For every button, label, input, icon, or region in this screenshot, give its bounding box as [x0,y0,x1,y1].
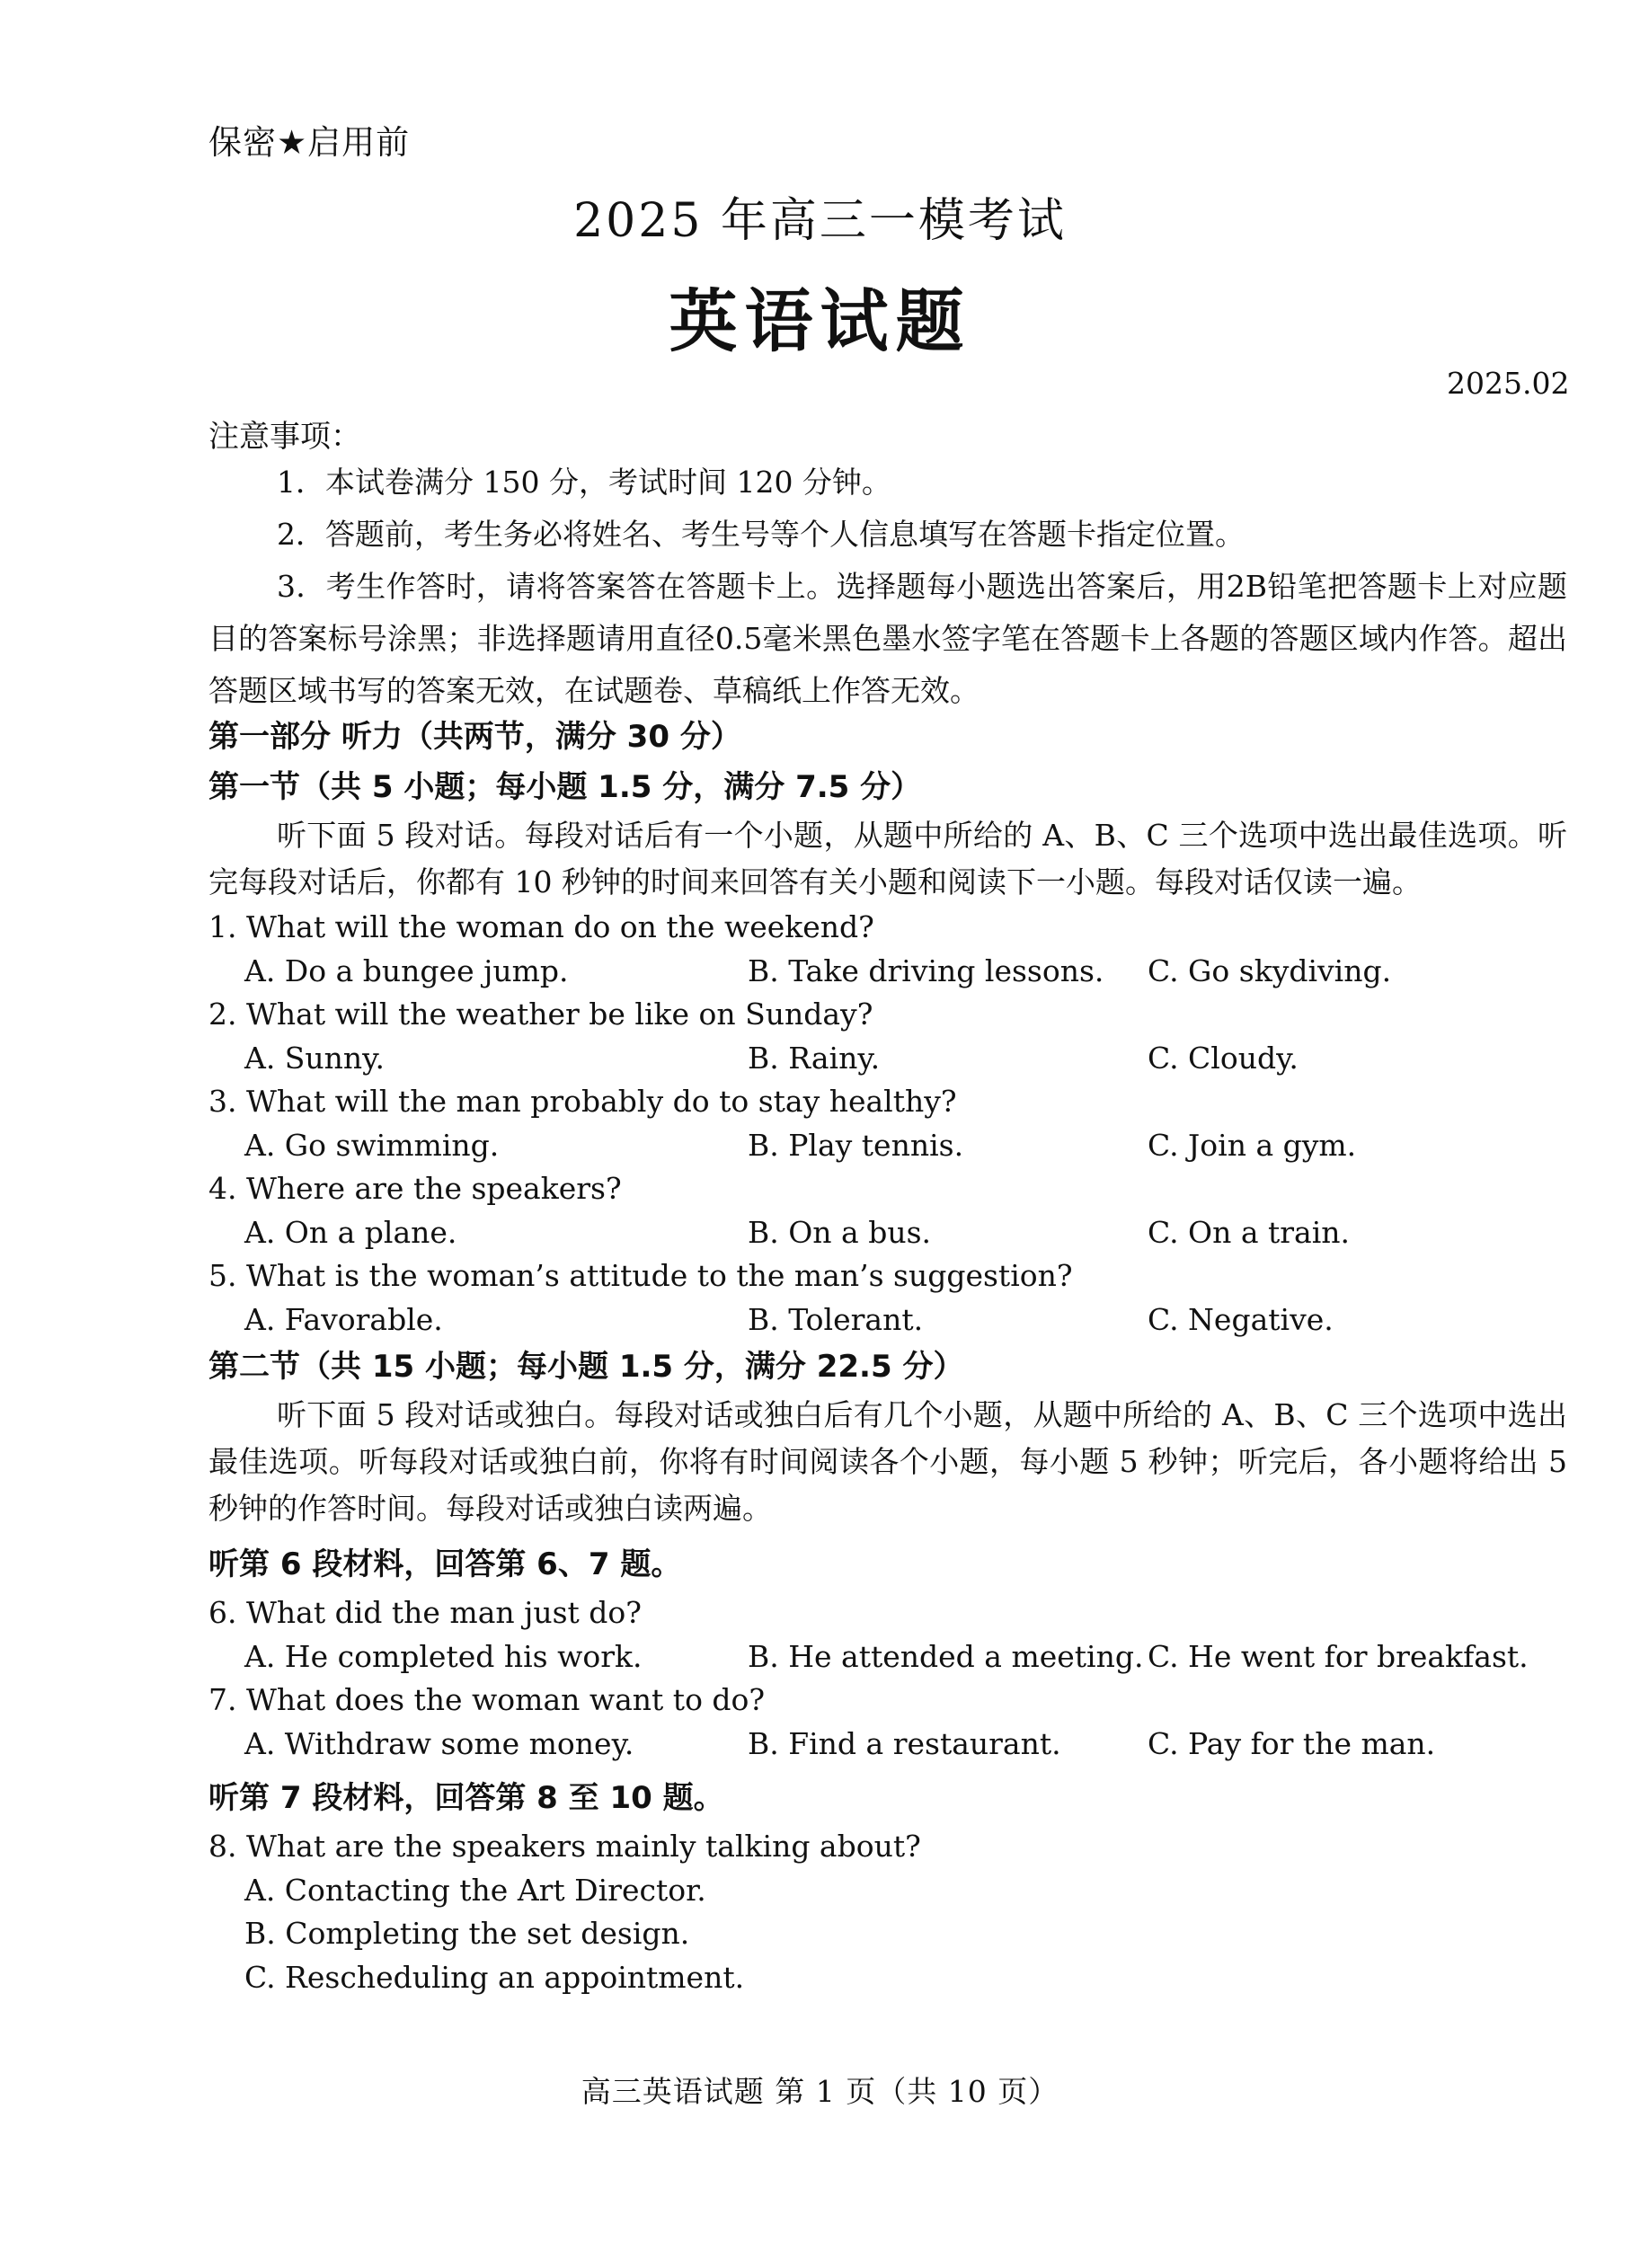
option-c: C. He went for breakfast. [1148,1638,1529,1674]
question-stem: 1. What will the woman do on the weekend? [208,909,874,944]
question-block [208,993,1567,1080]
question-block [208,906,1567,993]
question-block [208,1254,1567,1342]
exam-title: 2025 年高三一模考试 [573,194,1067,248]
listening-part [208,712,1567,1999]
option-c: C. Pay for the man. [1148,1725,1436,1761]
material-heading: 听第 7 段材料，回答第 8 至 10 题。 [208,1780,724,1816]
section-instruction: 听下面 5 段对话或独白。每段对话或独白后有几个小题，从题中所给的 A、B、C 三个选项中选出最佳选项。听每段对话或独白前，你将有时间阅读各个小题，每小题 5 秒钟；听完后，各小题将给出 5 秒钟的作答时间。每段对话或独白读两遍。 [208,1397,1567,1526]
confidential-label: 保密★启用前 [208,123,411,162]
option-c: C. Join a gym. [1148,1127,1357,1163]
option-row [208,1723,1567,1767]
option-row [208,1124,1567,1168]
section-title: 第一节（共 5 小题；每小题 1.5 分，满分 7.5 分） [208,769,922,805]
notice-item: 2．答题前，考生务必将姓名、考生号等个人信息填写在答题卡指定位置。 [277,517,1245,552]
option-a: A. On a plane. [244,1214,457,1250]
exam-date: 2025.02 [1447,366,1570,401]
material-heading: 听第 6 段材料，回答第 6、7 题。 [208,1546,682,1582]
option-row [208,1635,1567,1679]
option-c: C. On a train. [1148,1214,1351,1250]
option-a: A. He completed his work. [244,1638,643,1674]
option-row [208,1298,1567,1342]
option-row [208,1211,1567,1255]
question-stem: 7. What does the woman want to do? [208,1682,766,1717]
page-footer: 高三英语试题 第 1 页（共 10 页） [581,2074,1059,2109]
part-title: 第一部分 听力（共两节，满分 30 分） [208,719,741,755]
option-a: A. Contacting the Art Director. [244,1872,706,1908]
question-block [208,1679,1567,1766]
question-block [208,1080,1567,1167]
option-b: B. Rainy. [748,1040,881,1076]
option-c: C. Cloudy. [1148,1040,1299,1076]
question-block [208,1167,1567,1254]
option-c: C. Negative. [1148,1301,1334,1337]
question-stem: 3. What will the man probably do to stay healthy? [208,1084,957,1119]
question-stem: 6. What did the man just do? [208,1595,642,1630]
option-b: B. On a bus. [748,1214,931,1250]
notice-item: 1．本试卷满分 150 分，考试时间 120 分钟。 [277,465,891,500]
option-c: C. Go skydiving. [1148,952,1392,988]
question-stem: 8. What are the speakers mainly talking about? [208,1829,921,1864]
notice-heading: 注意事项： [208,419,361,455]
option-a: A. Withdraw some money. [244,1725,634,1761]
option-a: A. Sunny. [244,1040,385,1076]
option-b: B. Take driving lessons. [748,952,1104,988]
question-stem: 2. What will the weather be like on Sunday? [208,997,873,1032]
question-stem: 5. What is the woman’s attitude to the man’s suggestion? [208,1258,1073,1293]
option-b: B. Completing the set design. [244,1916,690,1951]
option-row [208,950,1567,994]
option-b: B. Tolerant. [748,1301,924,1337]
question-block [208,1591,1567,1679]
notice-list [208,456,1567,717]
option-c: C. Rescheduling an appointment. [244,1959,745,1995]
subject-title: 英语试题 [669,281,971,361]
option-a: A. Go swimming. [244,1127,500,1163]
option-a: A. Do a bungee jump. [244,952,569,988]
option-row [208,1037,1567,1081]
option-a: A. Favorable. [244,1301,443,1337]
option-b: B. Play tennis. [748,1127,964,1163]
question-stem: 4. Where are the speakers? [208,1171,622,1206]
option-b: B. Find a restaurant. [748,1725,1061,1761]
question-block [208,1825,1567,1999]
option-b: B. He attended a meeting. [748,1638,1144,1674]
section-title: 第二节（共 15 小题；每小题 1.5 分，满分 22.5 分） [208,1349,964,1385]
notice-item: 3．考生作答时，请将答案答在答题卡上。选择题每小题选出答案后，用2B铅笔把答题卡上对应题目的答案标号涂黑；非选择题请用直径0.5毫米黑色墨水签字笔在答题卡上各题的答题区域内作答。超出答题区域书写的答案无效，在试题卷、草稿纸上作答无效。 [208,569,1567,708]
section-instruction: 听下面 5 段对话。每段对话后有一个小题，从题中所给的 A、B、C 三个选项中选出最佳选项。听完每段对话后，你都有 10 秒钟的时间来回答有关小题和阅读下一小题。每段对话仅读一遍。 [208,818,1567,899]
